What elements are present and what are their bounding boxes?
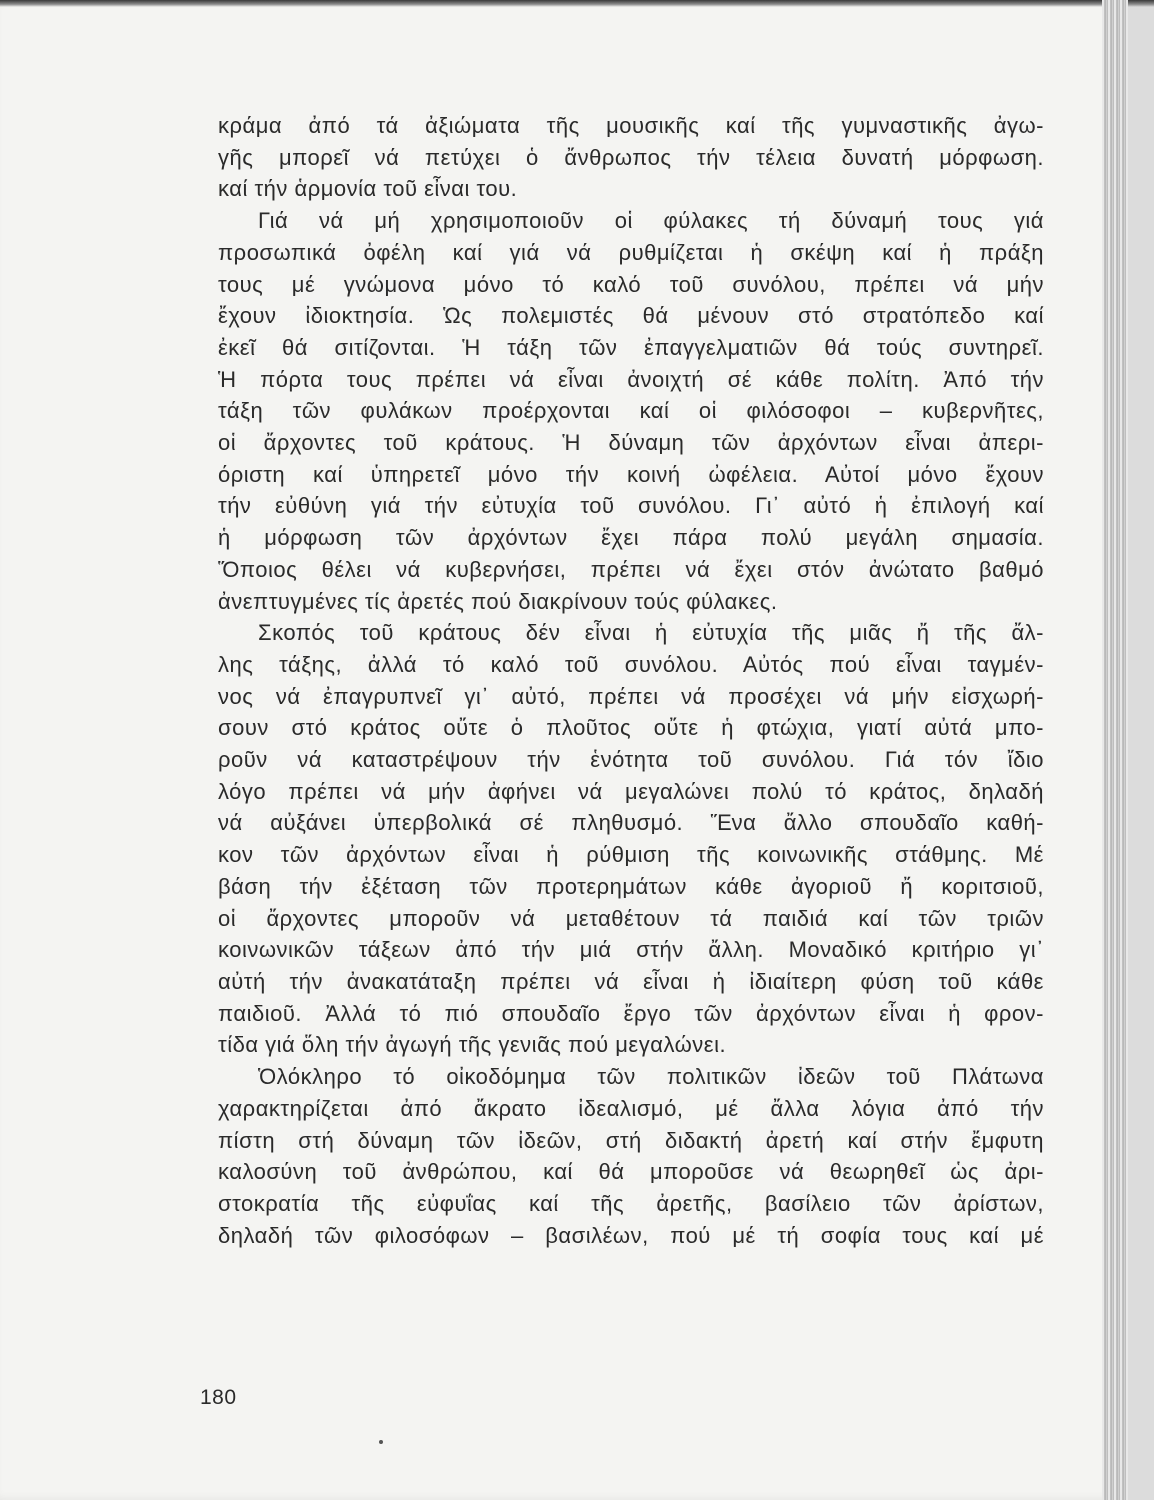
- page-number: 180: [200, 1386, 237, 1409]
- text-line: κράμα ἀπό τά ἀξιώματα τῆς μουσικῆς καί τῆς γυμναστικῆς ἀγω-: [218, 113, 1044, 138]
- text-line: λόγο πρέπει νά μήν ἀφήνει νά μεγαλώνει πολύ τό κράτος, δηλαδή: [218, 778, 1044, 804]
- text-line: ἐκεῖ θά σιτίζονται. Ἡ τάξη τῶν ἐπαγγελματιῶν θά τούς συντηρεῖ.: [218, 334, 1044, 360]
- scan-speck: [379, 1440, 383, 1444]
- text-line: οἱ ἄρχοντες τοῦ κράτους. Ἡ δύναμη τῶν ἀρχόντων εἶναι ἀπερι-: [218, 430, 1044, 456]
- text-line: ἀνεπτυγμένες τίς ἀρετές πού διακρίνουν τούς φύλακες.: [218, 588, 778, 614]
- text-line: παιδιοῦ. Ἀλλά τό πιό σπουδαῖο ἔργο τῶν ἀρχόντων εἶναι ἡ φρον-: [218, 1000, 1044, 1026]
- text-line: Γιά νά μή χρησιμοποιοῦν οἱ φύλακες τή δύναμή τους γιά: [258, 208, 1044, 234]
- text-line: τήν εὐθύνη γιά τήν εὐτυχία τοῦ συνόλου. Γι᾽ αὐτό ἡ ἐπιλογή καί: [218, 493, 1044, 519]
- text-line: αὐτή τήν ἀνακατάταξη πρέπει νά εἶναι ἡ ἰδιαίτερη φύση τοῦ κάθε: [218, 968, 1044, 994]
- text-line: χαρακτηρίζεται ἀπό ἄκρατο ἰδεαλισμό, μέ ἄλλα λόγια ἀπό τήν: [218, 1095, 1044, 1121]
- scan-top-shadow: [0, 0, 1154, 7]
- text-line: σουν στό κράτος οὔτε ὁ πλοῦτος οὔτε ἡ φτώχια, γιατί αὐτά μπο-: [218, 715, 1044, 741]
- page-edge-stack: [1102, 0, 1128, 1500]
- text-line: τίδα γιά ὅλη τήν ἀγωγή τῆς γενιᾶς πού μεγαλώνει.: [218, 1032, 727, 1058]
- text-line: τάξη τῶν φυλάκων προέρχονται καί οἱ φιλόσοφοι – κυβερνῆτες,: [218, 398, 1044, 424]
- text-line: τους μέ γνώμονα μόνο τό καλό τοῦ συνόλου, πρέπει νά μήν: [218, 271, 1044, 297]
- text-line: στοκρατία τῆς εὐφυΐας καί τῆς ἀρετῆς, βασίλειο τῶν ἀρίστων,: [218, 1190, 1044, 1216]
- text-line: Σκοπός τοῦ κράτους δέν εἶναι ἡ εὐτυχία τῆς μιᾶς ἤ τῆς ἄλ-: [258, 620, 1044, 646]
- text-line: κον τῶν ἀρχόντων εἶναι ἡ ρύθμιση τῆς κοινωνικῆς στάθμης. Μέ: [218, 842, 1044, 868]
- text-line: όριστη καί ὑπηρετεῖ μόνο τήν κοινή ὠφέλεια. Αὐτοί μόνο ἔχουν: [218, 461, 1044, 487]
- text-line: προσωπικά ὀφέλη καί γιά νά ρυθμίζεται ἡ σκέψη καί ἡ πράξη: [218, 239, 1044, 265]
- text-line: καλοσύνη τοῦ ἀνθρώπου, καί θά μποροῦσε νά θεωρηθεῖ ὡς ἀρι-: [218, 1159, 1044, 1185]
- text-line: Ὅποιος θέλει νά κυβερνήσει, πρέπει νά ἔχει στόν ἀνώτατο βαθμό: [218, 556, 1044, 582]
- text-line: βάση τήν ἐξέταση τῶν προτερημάτων κάθε ἀγοριοῦ ἤ κοριτσιοῦ,: [218, 873, 1044, 899]
- text-line: ροῦν νά καταστρέψουν τήν ἑνότητα τοῦ συνόλου. Γιά τόν ἴδιο: [218, 747, 1044, 773]
- text-line: Ὁλόκληρο τό οἰκοδόμημα τῶν πολιτικῶν ἰδεῶν τοῦ Πλάτωνα: [258, 1064, 1044, 1090]
- text-line: οἱ ἄρχοντες μποροῦν νά μεταθέτουν τά παιδιά καί τῶν τριῶν: [218, 905, 1044, 931]
- text-line: γῆς μπορεῖ νά πετύχει ὁ ἄνθρωπος τήν τέλεια δυνατή μόρφωση.: [218, 144, 1044, 170]
- text-line: κοινωνικῶν τάξεων ἀπό τήν μιά στήν ἄλλη. Μοναδικό κριτήριο γι᾽: [218, 937, 1044, 963]
- text-line: νος νά ἐπαγρυπνεῖ γι᾽ αὐτό, πρέπει νά προσέχει νά μήν εἰσχωρή-: [218, 683, 1044, 709]
- text-line: ἡ μόρφωση τῶν ἀρχόντων ἔχει πάρα πολύ μεγάλη σημασία.: [218, 525, 1044, 551]
- text-line: ἔχουν ἰδιοκτησία. Ὡς πολεμιστές θά μένουν στό στρατόπεδο καί: [218, 303, 1044, 329]
- text-line: δηλαδή τῶν φιλοσόφων – βασιλέων, πού μέ τή σοφία τους καί μέ: [218, 1222, 1044, 1248]
- body-text: [218, 110, 1044, 1251]
- text-line: Ἡ πόρτα τους πρέπει νά εἶναι ἀνοιχτή σέ κάθε πολίτη. Ἀπό τήν: [218, 366, 1044, 392]
- text-line: πίστη στή δύναμη τῶν ἰδεῶν, στή διδακτή ἀρετή καί στήν ἔμφυτη: [218, 1127, 1044, 1153]
- text-line: νά αὐξάνει ὑπερβολικά σέ πληθυσμό. Ἕνα ἄλλο σπουδαῖο καθή-: [218, 810, 1044, 836]
- text-line: λης τάξης, ἀλλά τό καλό τοῦ συνόλου. Αὐτός πού εἶναι ταγμέν-: [218, 651, 1044, 677]
- text-line: καί τήν ἁρμονία τοῦ εἶναι του.: [218, 176, 518, 202]
